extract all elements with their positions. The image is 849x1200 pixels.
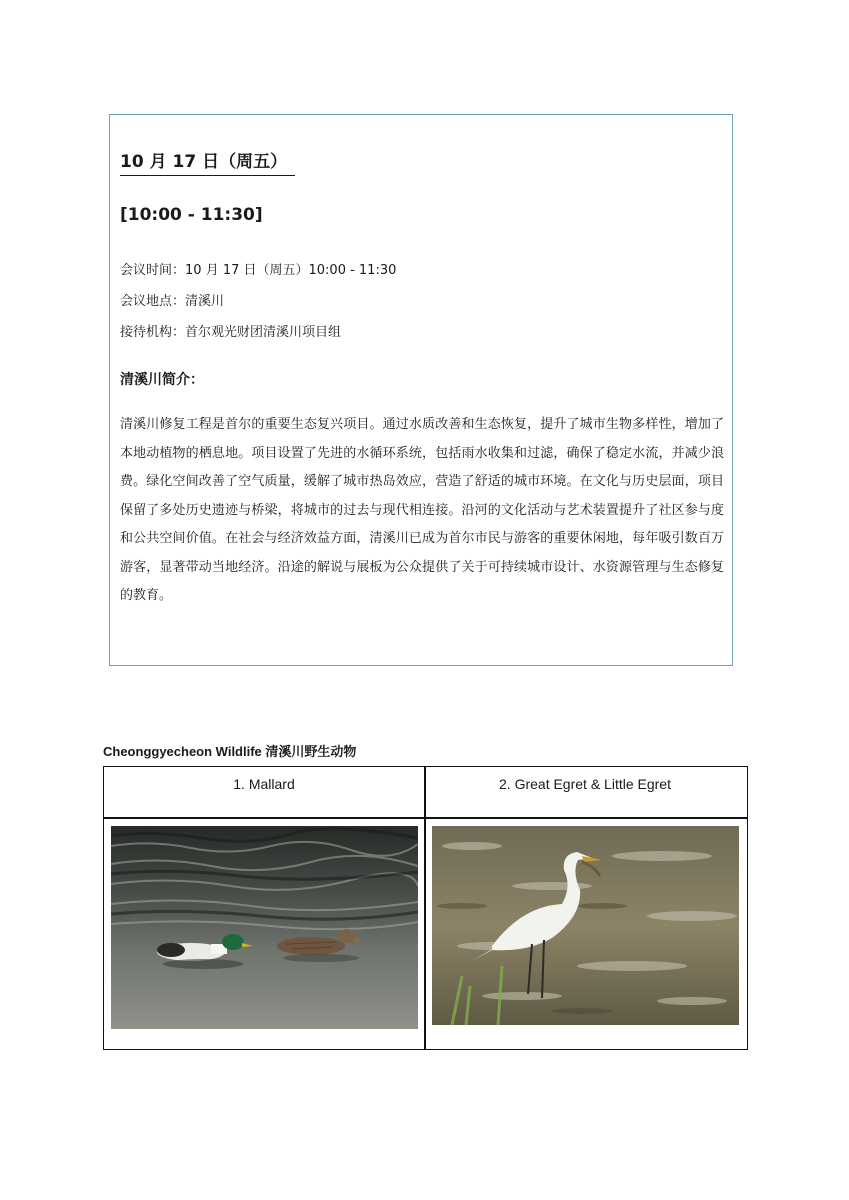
info-host-organization <box>120 321 341 340</box>
date-heading: 10 月 17 日（周五） <box>120 147 295 176</box>
column-divider <box>424 767 426 1049</box>
info-value: 清溪川 <box>185 294 225 309</box>
egret-photo <box>432 826 739 1025</box>
info-label: 会议地点： <box>120 294 186 309</box>
info-label: 接待机构： <box>120 325 186 340</box>
column-header-mallard: 1. Mallard <box>233 776 295 792</box>
info-label: 会议时间： <box>120 263 186 278</box>
info-value: 10 月 17 日（周五）10:00 - 11:30 <box>185 263 397 278</box>
meeting-card <box>109 114 733 666</box>
time-heading: [10:00 - 11:30] <box>120 205 263 225</box>
description-paragraph: 清溪川修复工程是首尔的重要生态复兴项目。通过水质改善和生态恢复，提升了城市生物多样性，增加了本地动植物的栖息地。项目设置了先进的水循环系统，包括雨水收集和过滤，确保了稳定水流，并减少浪费。绿化空间改善了空气质量，缓解了城市热岛效应，营造了舒适的城市环境。在文化与历史层面，项目保留了多处历史遗迹与桥梁，将城市的过去与现代相连接。沿河的文化活动与艺术装置提升了社区参与度和公共空间价值。在社会与经济效益方面，清溪川已成为首尔市民与游客的重要休闲地，每年吸引数百万游客，显著带动当地经济。沿途的解说与展板为公众提供了关于可持续城市设计、水资源管理与生态修复的教育。 <box>120 417 724 603</box>
info-meeting-time <box>120 259 396 278</box>
mallard-ducks-photo <box>111 826 418 1029</box>
column-header-egret: 2. Great Egret & Little Egret <box>499 776 671 792</box>
section-title: 清溪川简介： <box>120 372 204 388</box>
info-value: 首尔观光财团清溪川项目组 <box>185 325 342 340</box>
wildlife-table <box>103 766 748 1050</box>
row-divider <box>104 817 747 819</box>
info-meeting-location <box>120 290 224 309</box>
wildlife-title: Cheonggyecheon Wildlife 清溪川野生动物 <box>103 744 357 759</box>
